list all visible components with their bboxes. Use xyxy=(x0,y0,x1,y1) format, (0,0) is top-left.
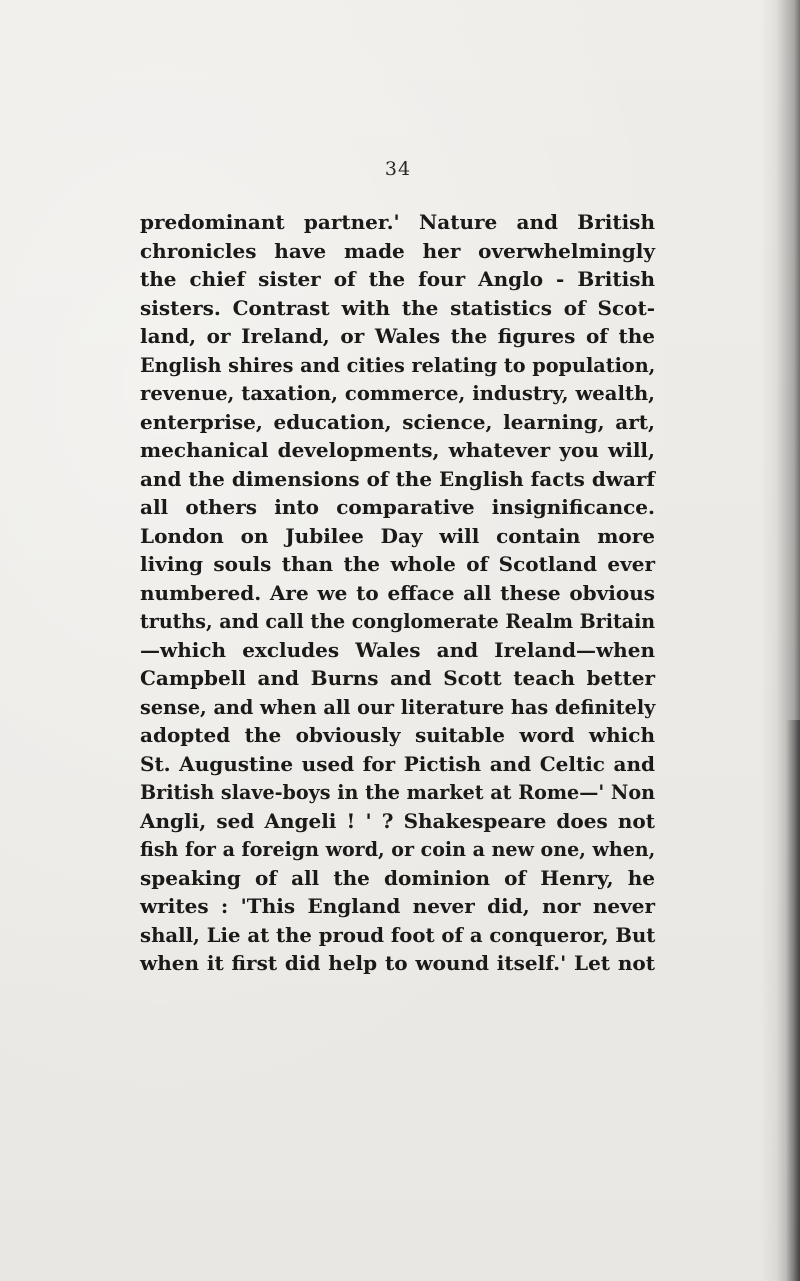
text-line: adopted the obviously suitable word which xyxy=(140,723,655,747)
text-line: living souls than the whole of Scotland ever xyxy=(140,552,655,576)
text-line: sisters. Contrast with the statistics of Scot- xyxy=(140,295,655,320)
page-edge-binding-shadow xyxy=(786,720,800,1281)
text-line: Angli, sed Angeli ! ' ? Shakespeare does not xyxy=(140,808,655,833)
text-line: fish for a foreign word, or coin a new one, when, xyxy=(140,837,656,861)
text-line: numbered. Are we to efface all these obvious xyxy=(140,580,655,605)
text-line: land, or Ireland, or Wales the figures of the xyxy=(140,324,655,348)
text-line: the chief sister of the four Anglo - British xyxy=(140,267,655,291)
text-line: truths, and call the conglomerate Realm Britain xyxy=(140,609,656,633)
page-number: 34 xyxy=(384,158,412,180)
text-line: chronicles have made her overwhelmingly xyxy=(140,238,655,263)
text-line: and the dimensions of the English facts dwarf xyxy=(140,466,656,491)
text-line: revenue, taxation, commerce, industry, wealth, xyxy=(140,381,656,405)
text-line: —which excludes Wales and Ireland—when xyxy=(140,637,655,662)
text-line: mechanical developments, whatever you will, xyxy=(140,438,655,462)
text-line: St. Augustine used for Pictish and Celtic and xyxy=(140,751,655,776)
text-line: all others into comparative insignificance. xyxy=(140,495,655,519)
text-line: sense, and when all our literature has definitely xyxy=(140,694,656,719)
text-line: predominant partner.' Nature and British xyxy=(140,210,655,234)
text-line: Campbell and Burns and Scott teach better xyxy=(140,666,655,690)
text-line: shall, Lie at the proud foot of a conqueror, But xyxy=(140,922,656,947)
body-text xyxy=(140,208,655,978)
text-line: London on Jubilee Day will contain more xyxy=(140,523,655,548)
text-line: writes : 'This England never did, nor never xyxy=(140,894,655,918)
text-line: English shires and cities relating to population, xyxy=(140,352,656,377)
text-line: when it first did help to wound itself.' Let not xyxy=(140,951,655,975)
text-line: speaking of all the dominion of Henry, he xyxy=(140,865,655,890)
text-line: British slave-boys in the market at Rome—' Non xyxy=(140,780,656,804)
text-line: enterprise, education, science, learning, art, xyxy=(140,409,655,434)
